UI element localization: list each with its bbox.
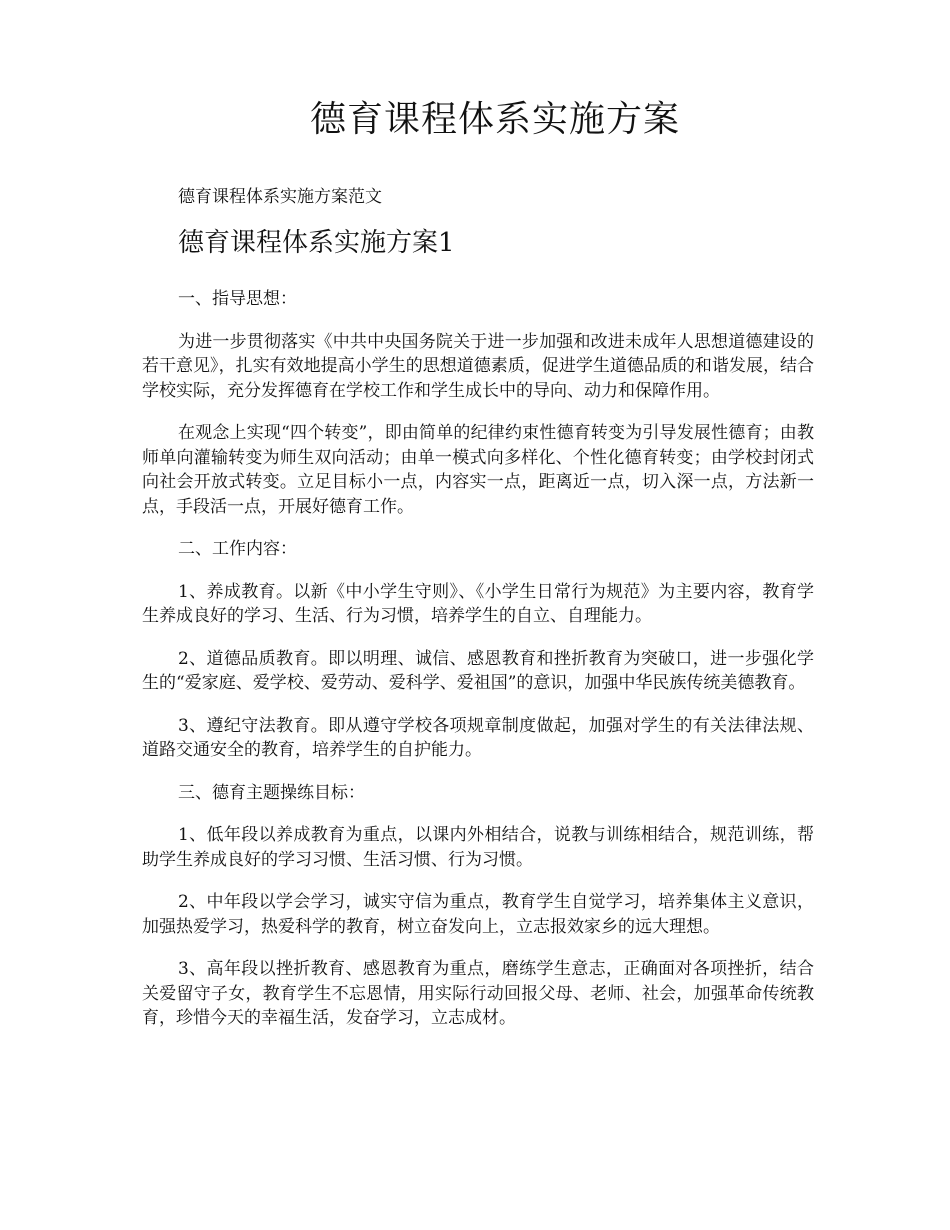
paragraph: 为进一步贯彻落实《中共中央国务院关于进一步加强和改进未成年人思想道德建设的若干意见》，扎实有效地提高小学生的思想道德素质，促进学生道德品质的和谐发展，结合学校实际，充分发挥德育在学校工作和学生成长中的导向、动力和保障作用。 [142,331,814,401]
heading-work-content: 二、工作内容： [178,539,297,559]
list-item: 1、养成教育。以新《中小学生守则》、《小学生日常行为规范》为主要内容，教育学生养成良好的学习、生活、行为习惯，培养学生的自立、自理能力。 [142,581,814,626]
paragraph: 在观念上实现“四个转变”，即由简单的纪律约束性德育转变为引导发展性德育；由教师单向灌输转变为师生双向活动；由单一模式向多样化、个性化德育转变；由学校封闭式向社会开放式转变。立足目标小一点，内容实一点，距离近一点，切入深一点，方法新一点，手段活一点，开展好德育工作。 [142,423,814,517]
list-item: 3、高年段以挫折教育、感恩教育为重点，磨练学生意志，正确面对各项挫折，结合关爱留守子女，教育学生不忘恩情，用实际行动回报父母、老师、社会，加强革命传统教育，珍惜今天的幸福生活，发奋学习，立志成材。 [142,959,814,1028]
list-item: 2、道德品质教育。即以明理、诚信、感恩教育和挫折教育为突破口，进一步强化学生的“爱家庭、爱学校、爱劳动、爱科学、爱祖国”的意识，加强中华民族传统美德教育。 [142,648,814,693]
document-subtitle: 德育课程体系实施方案范文 [178,187,382,207]
heading-guiding-thought: 一、指导思想： [178,289,297,309]
list-item: 2、中年段以学会学习，诚实守信为重点，教育学生自觉学习，培养集体主义意识，加强热爱学习，热爱科学的教育，树立奋发向上，立志报效家乡的远大理想。 [142,892,814,937]
document-body [142,287,814,1049]
heading-training-goals: 三、德育主题操练目标： [178,782,365,803]
section-title: 德育课程体系实施方案1 [178,228,455,258]
document-title: 德育课程体系实施方案 [309,99,680,140]
list-item: 1、低年段以养成教育为重点，以课内外相结合，说教与训练相结合，规范训练，帮助学生养成良好的学习习惯、生活习惯、行为习惯。 [142,825,814,870]
list-item: 3、遵纪守法教育。即从遵守学校各项规章制度做起，加强对学生的有关法律法规、道路交通安全的教育，培养学生的自护能力。 [142,715,814,760]
